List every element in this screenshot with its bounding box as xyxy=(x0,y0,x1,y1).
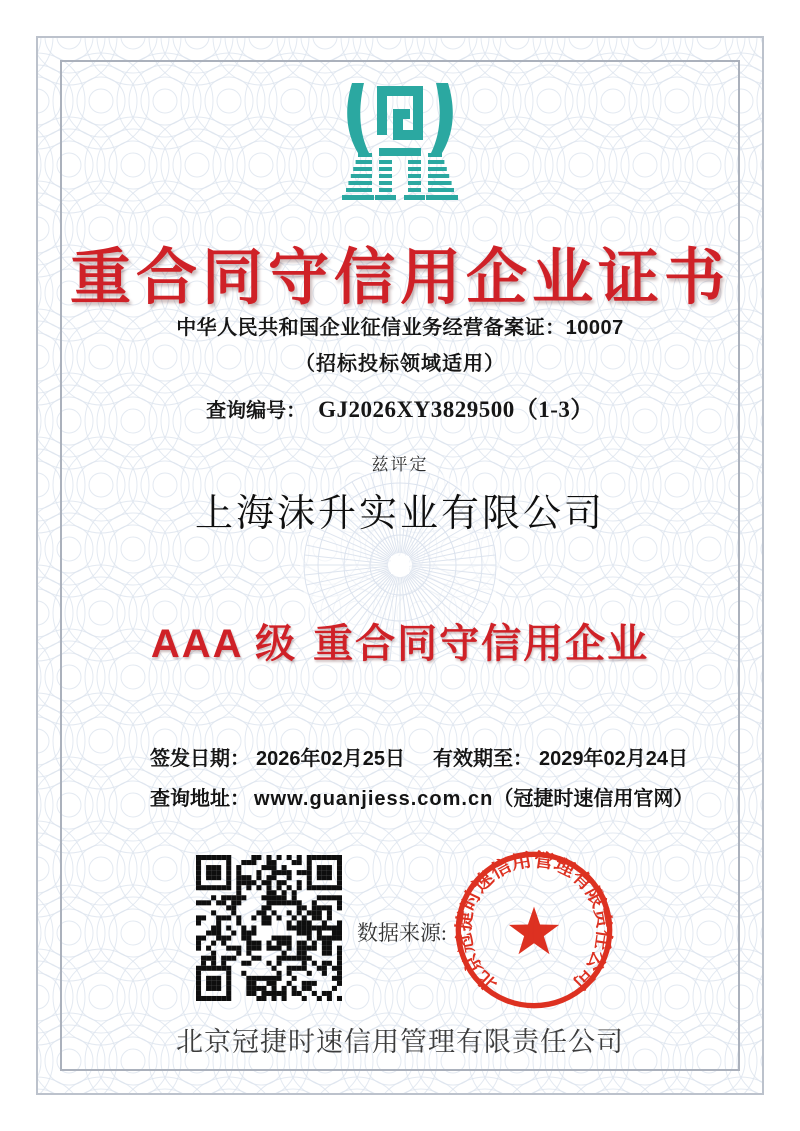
certificate-title: 重合同守信用企业证书 xyxy=(69,243,730,311)
rating-grade: AAA 级 xyxy=(150,622,298,666)
query-number-label: 查询编号： xyxy=(206,400,307,422)
valid-until-label: 有效期至： xyxy=(432,748,533,770)
issuer-name: 北京冠捷时速信用管理有限责任公司 xyxy=(176,1027,624,1057)
company-seal-stamp xyxy=(451,847,617,1013)
query-address-url: www.guanjiess.com.cn xyxy=(254,788,494,810)
query-address-note: （冠捷时速信用官网） xyxy=(493,788,694,810)
query-address-line xyxy=(150,782,693,811)
data-source-label: 数据来源: xyxy=(357,921,447,945)
filing-number-line: 中华人民共和国企业征信业务经营备案证：10007 xyxy=(176,317,624,339)
issue-date-label: 签发日期： xyxy=(150,748,250,770)
company-name: 上海沫升实业有限公司 xyxy=(194,493,605,535)
query-address-label: 查询地址： xyxy=(150,788,250,810)
issuer-logo-icon xyxy=(342,83,458,203)
rating-title: 重合同守信用企业 xyxy=(313,622,650,666)
valid-until-value: 2029年02月24日 xyxy=(538,748,688,770)
scope-line: （招标投标领域适用） xyxy=(295,353,505,375)
seal-star-icon xyxy=(509,907,559,955)
query-number-value: GJ2026XY3829500（1-3） xyxy=(318,397,594,422)
rating-line xyxy=(0,612,800,669)
qr-code xyxy=(196,855,342,1001)
issue-date-value: 2026年02月25日 xyxy=(256,748,405,770)
hereby-label: 兹评定 xyxy=(371,455,429,474)
query-number-line xyxy=(0,391,800,424)
seal-text: 北京冠捷时速信用管理有限责任公司 xyxy=(453,849,615,995)
dates-line xyxy=(150,742,688,771)
